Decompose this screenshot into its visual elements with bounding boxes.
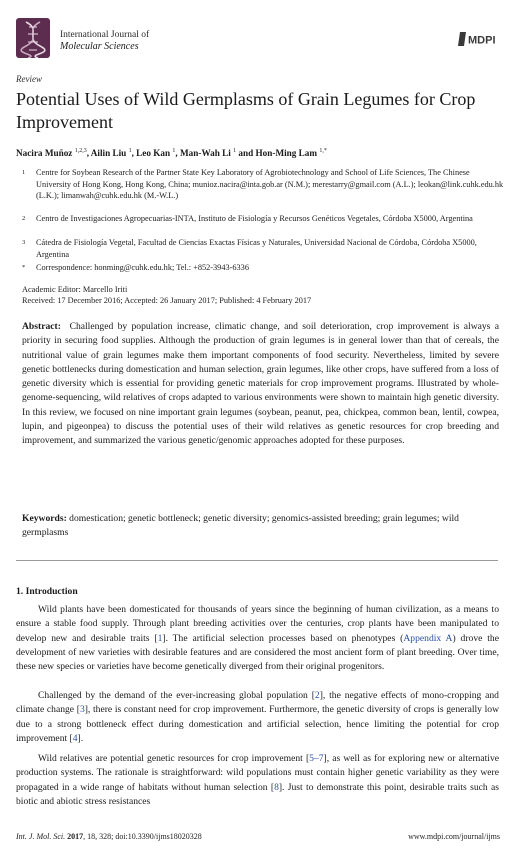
body-paragraph <box>16 752 499 809</box>
body-paragraph <box>16 603 499 674</box>
footer-url[interactable]: www.mdpi.com/journal/ijms <box>408 832 500 841</box>
journal-name-line1: International Journal of <box>60 30 150 40</box>
keywords-label: Keywords: <box>22 513 67 524</box>
footer-doi: , 18, 328; doi:10.3390/ijms18020328 <box>83 832 202 841</box>
appendix-link[interactable]: Appendix A <box>403 632 453 644</box>
author-affil-marker: 1 <box>172 148 176 154</box>
affiliation-marker: * <box>22 264 26 271</box>
affiliation-text: Centre for Soybean Research of the Partner State Key Laboratory of Agrobiotechnology and School of Life Sciences, The Chinese University of Hong Kong, Hong Kong, China; munioz.nacira@inta.gob.ar (N.M.); merestarry@gmail.com (A.L.); leokan@link.cuhk.edu.hk (L.K.); limanwah@cuhk.edu.hk (M.-W.L.) <box>36 168 504 201</box>
publication-dates: Received: 17 December 2016; Accepted: 26 January 2017; Published: 4 February 2017 <box>22 296 312 305</box>
body-paragraph <box>16 689 499 746</box>
article-type: Review <box>16 74 42 84</box>
affiliation-text: Centro de Investigaciones Agropecuarias-INTA, Instituto de Fisiología y Recursos Genéticos Vegetales, Córdoba X5000, Argentina <box>36 214 473 223</box>
paragraph-text: Wild plants have been domesticated for thousands of years since the beginning of human civilization, as a means to ensure a stable food supply. Through plant breeding activities over the centuries, crop plants have been manipulated to develop new and desirable traits [ <box>16 604 499 644</box>
citation-link[interactable]: 8 <box>274 781 279 793</box>
author-name[interactable]: Man-Wah Li <box>180 148 231 159</box>
citation-link[interactable]: 4 <box>72 732 78 744</box>
paragraph-text: ) drove the development of new varieties with desirable features and are considered the most ancient form of plant breeding. Over time, these new species or varieties have become genetically diverged from their original progenitors. <box>16 632 499 673</box>
paragraph-text: ]. The artificial selection processes based on phenotypes ( <box>162 632 404 644</box>
keywords <box>22 512 499 541</box>
journal-logo-icon <box>16 18 50 58</box>
author-list: Nacira Muñoz $^{1,2,3}$, Ailin Liu $^1$, Leo Kan $^1$, Man-Wah Li $^1$ and Hon-Ming Lam $^{1,*}$ <box>16 148 327 159</box>
article-title: Potential Uses of Wild Germplasms of Grain Legumes for Crop Improvement <box>16 89 476 132</box>
svg-text:MDPI: MDPI <box>468 34 496 47</box>
author-affil-marker: 1,2,3 <box>74 148 87 154</box>
journal-abbrev: Int. J. Mol. Sci. <box>16 832 66 841</box>
citation-link[interactable]: 3 <box>79 704 85 716</box>
abstract <box>22 320 499 449</box>
paragraph-text: ], as well as for exploring new or alternative production systems. The rationale is straightforward: wild populations must contain higher genetic variability as they were propagated in a wide range of habitats without human selection [ <box>16 753 499 793</box>
citation-link[interactable]: 5–7 <box>309 753 324 764</box>
paragraph-text: ], the negative effects of mono-cropping and climate change [ <box>16 690 499 716</box>
citation-link[interactable]: 1 <box>157 632 163 644</box>
affiliation-text: Cátedra de Fisiología Vegetal, Facultad de Ciencias Exactas Físicas y Naturales, Universidad Nacional de Córdoba, Córdoba X5000, Argentina <box>36 238 477 259</box>
abstract-label: Abstract: <box>22 321 61 332</box>
author-affil-marker: 1 <box>233 148 237 154</box>
citation-link[interactable]: 2 <box>314 690 320 701</box>
mdpi-logo-icon <box>458 31 500 47</box>
abstract-text: Challenged by population increase, climatic change, and soil deterioration, crop improvement is always a priority in securing food supplies. Although the production of grain legumes is in general lower than that of cereals, the nutritional value of grain legumes make them important components of food security. Nevertheless, limited by severe genetic bottlenecks during domestication and human selection, grain legumes, like other crops, have suffered from a loss of genetic diversity which is essential for providing genetic materials for crop improvement programs. Illustrated by whole-genome-sequencing, wild relatives of crops adapted to various environments were shown to maintain high genetic diversity. In this review, we focused on nine important grain legumes (soybean, peanut, pea, chickpea, common bean, lentil, cowpea, lupin, and pigeonpea) to discuss the potential uses of their wild relatives as genetic resources for crop breeding and improvement, and summarized the various genetic/genomic approaches adopted for these purposes. <box>22 321 499 447</box>
footer-year: 2017 <box>67 832 84 841</box>
affiliation-marker: 3 <box>22 239 26 246</box>
keywords-text: domestication; genetic bottleneck; genetic diversity; genomics-assisted breeding; grain legumes; wild germplasms <box>22 513 459 539</box>
paragraph-text: Challenged by the demand of the ever-increasing global population [ <box>38 690 315 701</box>
journal-name-line2: Molecular Sciences <box>60 41 139 52</box>
author-affil-marker: 1 <box>128 148 132 154</box>
author-name[interactable]: Hon-Ming Lam <box>255 148 318 159</box>
paragraph-text: Wild relatives are potential genetic resources for crop improvement [ <box>38 753 310 764</box>
author-name[interactable]: Nacira Muñoz <box>16 148 73 159</box>
footer-citation <box>16 832 202 841</box>
paragraph-text: ]. Just to demonstrate this point, desirable traits such as biotic and abiotic stress resistances <box>16 781 499 807</box>
correspondence-text: Correspondence: honming@cuhk.edu.hk; Tel.: +852-3943-6336 <box>36 263 249 272</box>
section-divider <box>16 560 498 561</box>
affiliation-marker: 2 <box>22 215 26 222</box>
paragraph-text: ]. <box>77 732 84 744</box>
author-affil-marker: 1,* <box>319 148 327 154</box>
author-name[interactable]: Ailin Liu <box>90 148 127 159</box>
author-name[interactable]: Leo Kan <box>136 148 171 159</box>
section-heading: 1. Introduction <box>16 586 78 597</box>
affiliation-marker: 1 <box>22 169 26 176</box>
academic-editor: Academic Editor: Marcello Iriti <box>22 285 128 294</box>
paragraph-text: ], there is constant need for crop improvement. Furthermore, the genetic diversity of crops is generally low due to a strong bottleneck effect during domestication and artificial selection, hence limiting the potential for crop improvement [ <box>16 704 500 744</box>
